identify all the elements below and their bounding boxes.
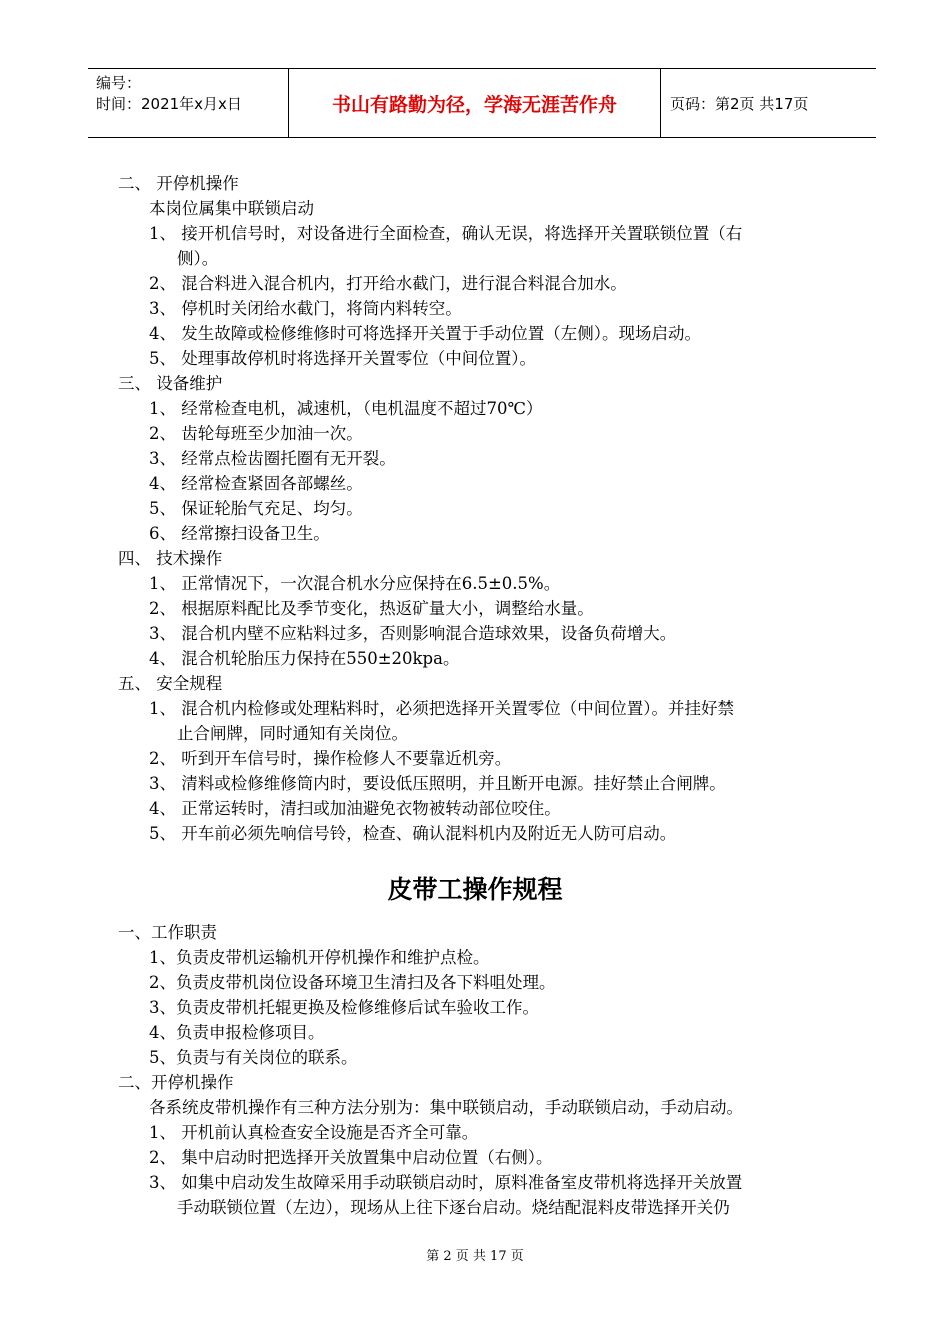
text-line: 各系统皮带机操作有三种方法分别为：集中联锁启动，手动联锁启动，手动启动。 [149,1098,743,1117]
section-title: 皮带工操作规程 [387,875,563,904]
section-heading: 三、 设备维护 [118,374,223,393]
list-item: 4、负责申报检修项目。 [149,1023,325,1042]
list-item: 3、 停机时关闭给水截门，将筒内料转空。 [149,299,462,318]
list-item: 4、 正常运转时，清扫或加油避免衣物被转动部位咬住。 [149,799,561,818]
list-item: 4、 混合机轮胎压力保持在550±20kpa。 [149,649,460,668]
list-item: 1、负责皮带机运输机开停机操作和维护点检。 [149,948,490,967]
list-item: 3、负责皮带机托辊更换及检修维修后试车验收工作。 [149,998,539,1017]
section-heading: 四、 技术操作 [118,549,223,568]
list-item: 1、 开机前认真检查安全设施是否齐全可靠。 [149,1123,479,1142]
section-heading: 五、 安全规程 [118,674,223,693]
list-item-continuation: 侧）。 [177,249,219,268]
text-line: 本岗位属集中联锁启动 [149,199,314,218]
list-item: 5、 开车前必须先响信号铃，检查、确认混料机内及附近无人防可启动。 [149,824,677,843]
section-heading: 一、工作职责 [118,923,217,942]
list-item: 1、 接开机信号时，对设备进行全面检查，确认无误，将选择开关置联锁位置（右 [149,224,743,243]
list-item: 2、 集中启动时把选择开关放置集中启动位置（右侧）。 [149,1148,553,1167]
list-item: 1、 混合机内检修或处理粘料时，必须把选择开关置零位（中间位置）。并挂好禁 [149,699,734,718]
list-item: 3、 混合机内壁不应粘料过多，否则影响混合造球效果，设备负荷增大。 [149,624,677,643]
list-item: 3、 经常点检齿圈托圈有无开裂。 [149,449,396,468]
list-item: 5、 保证轮胎气充足、均匀。 [149,499,363,518]
list-item: 2、负责皮带机岗位设备环境卫生清扫及各下料咀处理。 [149,973,556,992]
list-item: 5、负责与有关岗位的联系。 [149,1048,358,1067]
list-item: 4、 经常检查紧固各部螺丝。 [149,474,363,493]
list-item: 6、 经常擦扫设备卫生。 [149,524,330,543]
list-item: 5、 处理事故停机时将选择开关置零位（中间位置）。 [149,349,536,368]
list-item: 1、 正常情况下，一次混合机水分应保持在6.5±0.5%。 [149,574,561,593]
header-page-info: 页码：第2页 共17页 [670,94,809,113]
time-label: 时间：2021年x月x日 [96,95,242,113]
list-item: 1、 经常检查电机，减速机，（电机温度不超过70℃） [149,399,543,418]
section-heading: 二、开停机操作 [118,1073,234,1092]
list-item: 4、 发生故障或检修维修时可将选择开关置于手动位置（左侧）。现场启动。 [149,324,701,343]
section-heading: 二、 开停机操作 [118,174,239,193]
list-item: 3、 如集中启动发生故障采用手动联锁启动时，原料准备室皮带机将选择开关放置 [149,1173,743,1192]
list-item: 3、 清料或检修维修筒内时，要设低压照明，并且断开电源。挂好禁止合闸牌。 [149,774,726,793]
list-item-continuation: 止合闸牌，同时通知有关岗位。 [177,724,408,743]
list-item: 2、 听到开车信号时，操作检修人不要靠近机旁。 [149,749,512,768]
list-item-continuation: 手动联锁位置（左边），现场从上往下逐台启动。烧结配混料皮带选择开关仍 [177,1198,730,1217]
number-label: 编号： [96,74,142,92]
list-item: 2、 根据原料配比及季节变化，热返矿量大小，调整给水量。 [149,599,594,618]
header-meta [88,69,288,137]
page-footer: 第 2 页 共 17 页 [426,1249,524,1264]
list-item: 2、 混合料进入混合机内，打开给水截门，进行混合料混合加水。 [149,274,627,293]
list-item: 2、 齿轮每班至少加油一次。 [149,424,363,443]
page-header [88,68,876,138]
header-motto: 书山有路勤为径，学海无涯苦作舟 [288,69,661,137]
